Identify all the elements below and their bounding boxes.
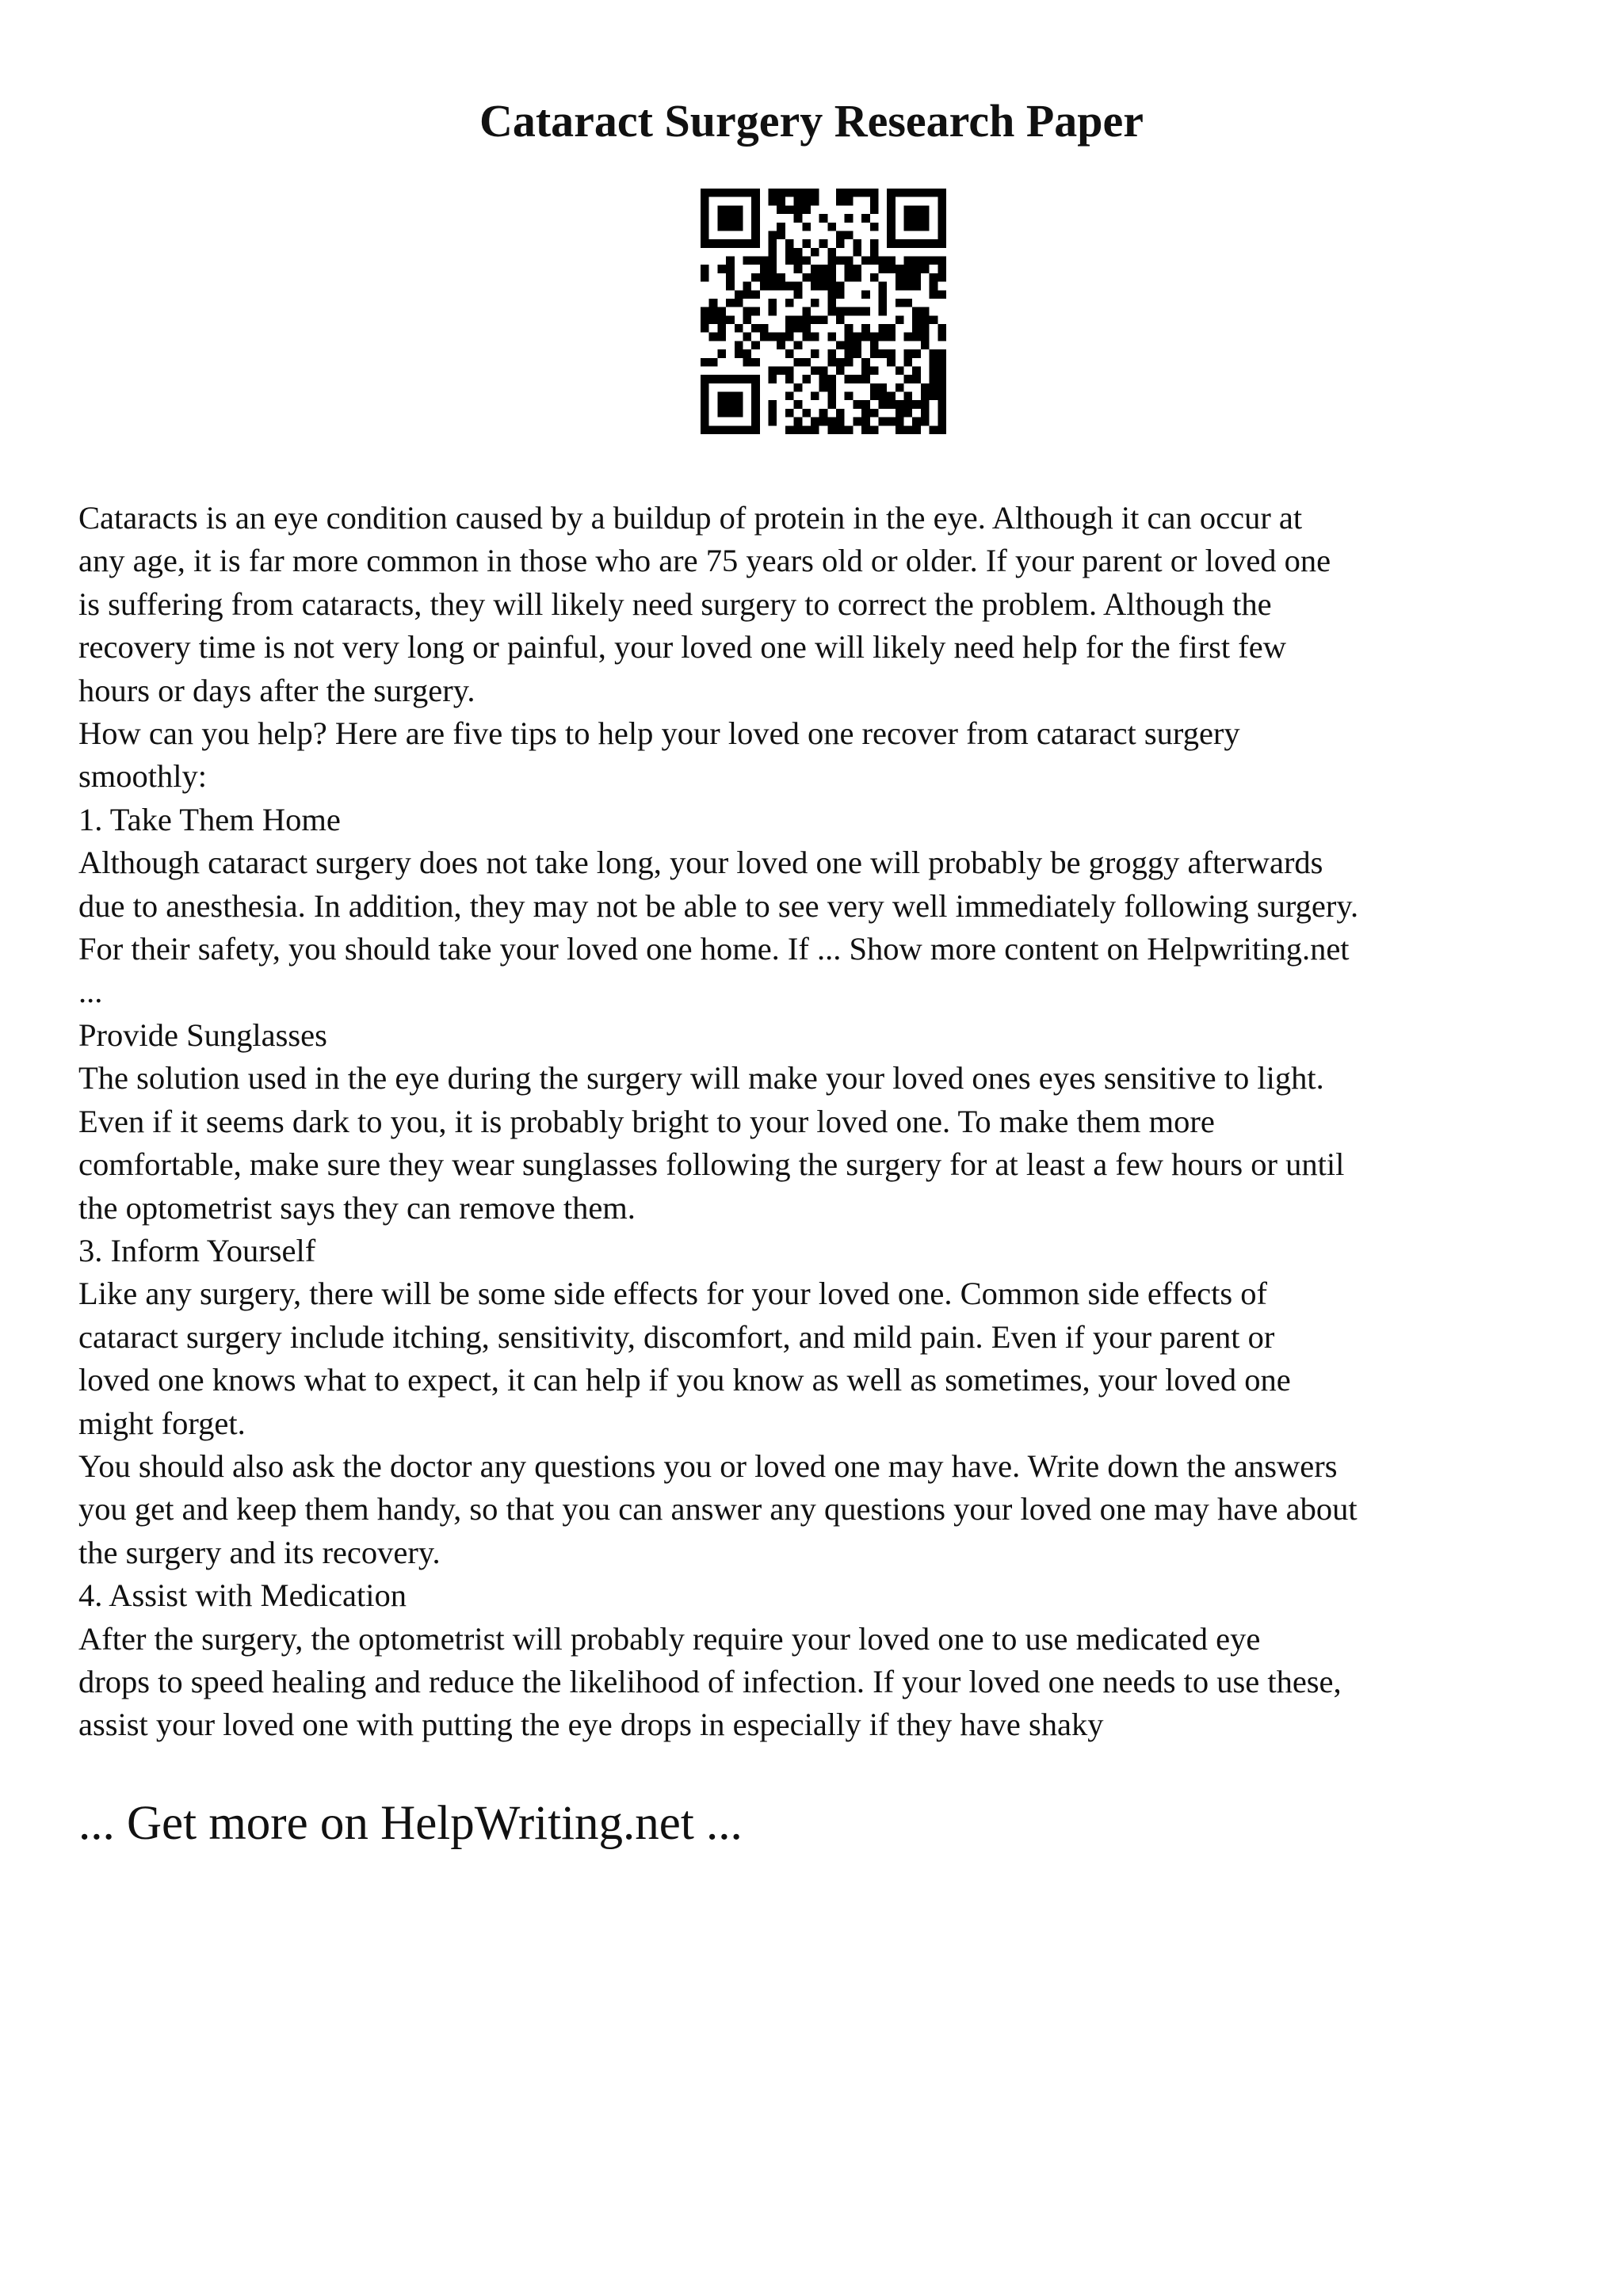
body-line: is suffering from cataracts, they will likely need surgery to correct the problem. Although the xyxy=(78,585,1272,622)
body-line: After the surgery, the optometrist will probably require your loved one to use medicated eye xyxy=(78,1620,1261,1657)
body-line: How can you help? Here are five tips to help your loved one recover from cataract surgery xyxy=(78,715,1240,752)
body-line: recovery time is not very long or painful, your loved one will likely need help for the first few xyxy=(78,629,1286,666)
body-line: any age, it is far more common in those who are 75 years old or older. If your parent or loved one xyxy=(78,543,1331,579)
body-line: Even if it seems dark to you, it is probably bright to your loved one. To make them more xyxy=(78,1103,1215,1139)
body-line: might forget. xyxy=(78,1405,246,1441)
body-line: cataract surgery include itching, sensitivity, discomfort, and mild pain. Even if your parent or xyxy=(78,1318,1275,1355)
body-line: due to anesthesia. In addition, they may not be able to see very well immediately following surgery. xyxy=(78,887,1359,924)
body-line: Cataracts is an eye condition caused by a buildup of protein in the eye. Although it can occur at xyxy=(78,500,1303,536)
body-line: Provide Sunglasses xyxy=(78,1016,327,1053)
body-line: assist your loved one with putting the eye drops in especially if they have shaky xyxy=(78,1707,1104,1743)
body-line: you get and keep them handy, so that you can answer any questions your loved one may have about xyxy=(78,1491,1358,1527)
body-line: smoothly: xyxy=(78,758,208,795)
body-line: Although cataract surgery does not take long, your loved one will probably be groggy afterwards xyxy=(78,845,1323,881)
body-line: hours or days after the surgery. xyxy=(78,672,475,708)
body-line: the optometrist says they can remove them. xyxy=(78,1189,636,1226)
body-line: the surgery and its recovery. xyxy=(78,1534,441,1570)
body-line: comfortable, make sure they wear sunglasses following the surgery for at least a few hours or until xyxy=(78,1146,1345,1183)
body-line: 3. Inform Yourself xyxy=(78,1232,316,1268)
body-line: drops to speed healing and reduce the likelihood of infection. If your loved one needs to use these, xyxy=(78,1663,1342,1699)
body-line: 1. Take Them Home xyxy=(78,801,341,837)
body-line: 4. Assist with Medication xyxy=(78,1577,407,1614)
body-line: For their safety, you should take your loved one home. If ... Show more content on Helpwriting.net xyxy=(78,931,1350,967)
get-more-link[interactable]: ... Get more on HelpWriting.net ... xyxy=(78,1797,743,1850)
qr-code-icon xyxy=(701,189,946,434)
document-body xyxy=(78,497,1568,1747)
body-line: loved one knows what to expect, it can help if you know as well as sometimes, your loved one xyxy=(78,1362,1291,1398)
body-line: ... xyxy=(78,974,103,1010)
document-title: Cataract Surgery Research Paper xyxy=(479,95,1144,147)
body-line: You should also ask the doctor any questions you or loved one may have. Write down the answers xyxy=(78,1447,1338,1484)
body-line: The solution used in the eye during the surgery will make your loved ones eyes sensitive to light. xyxy=(78,1060,1324,1097)
body-line: Like any surgery, there will be some side effects for your loved one. Common side effects of xyxy=(78,1276,1267,1312)
